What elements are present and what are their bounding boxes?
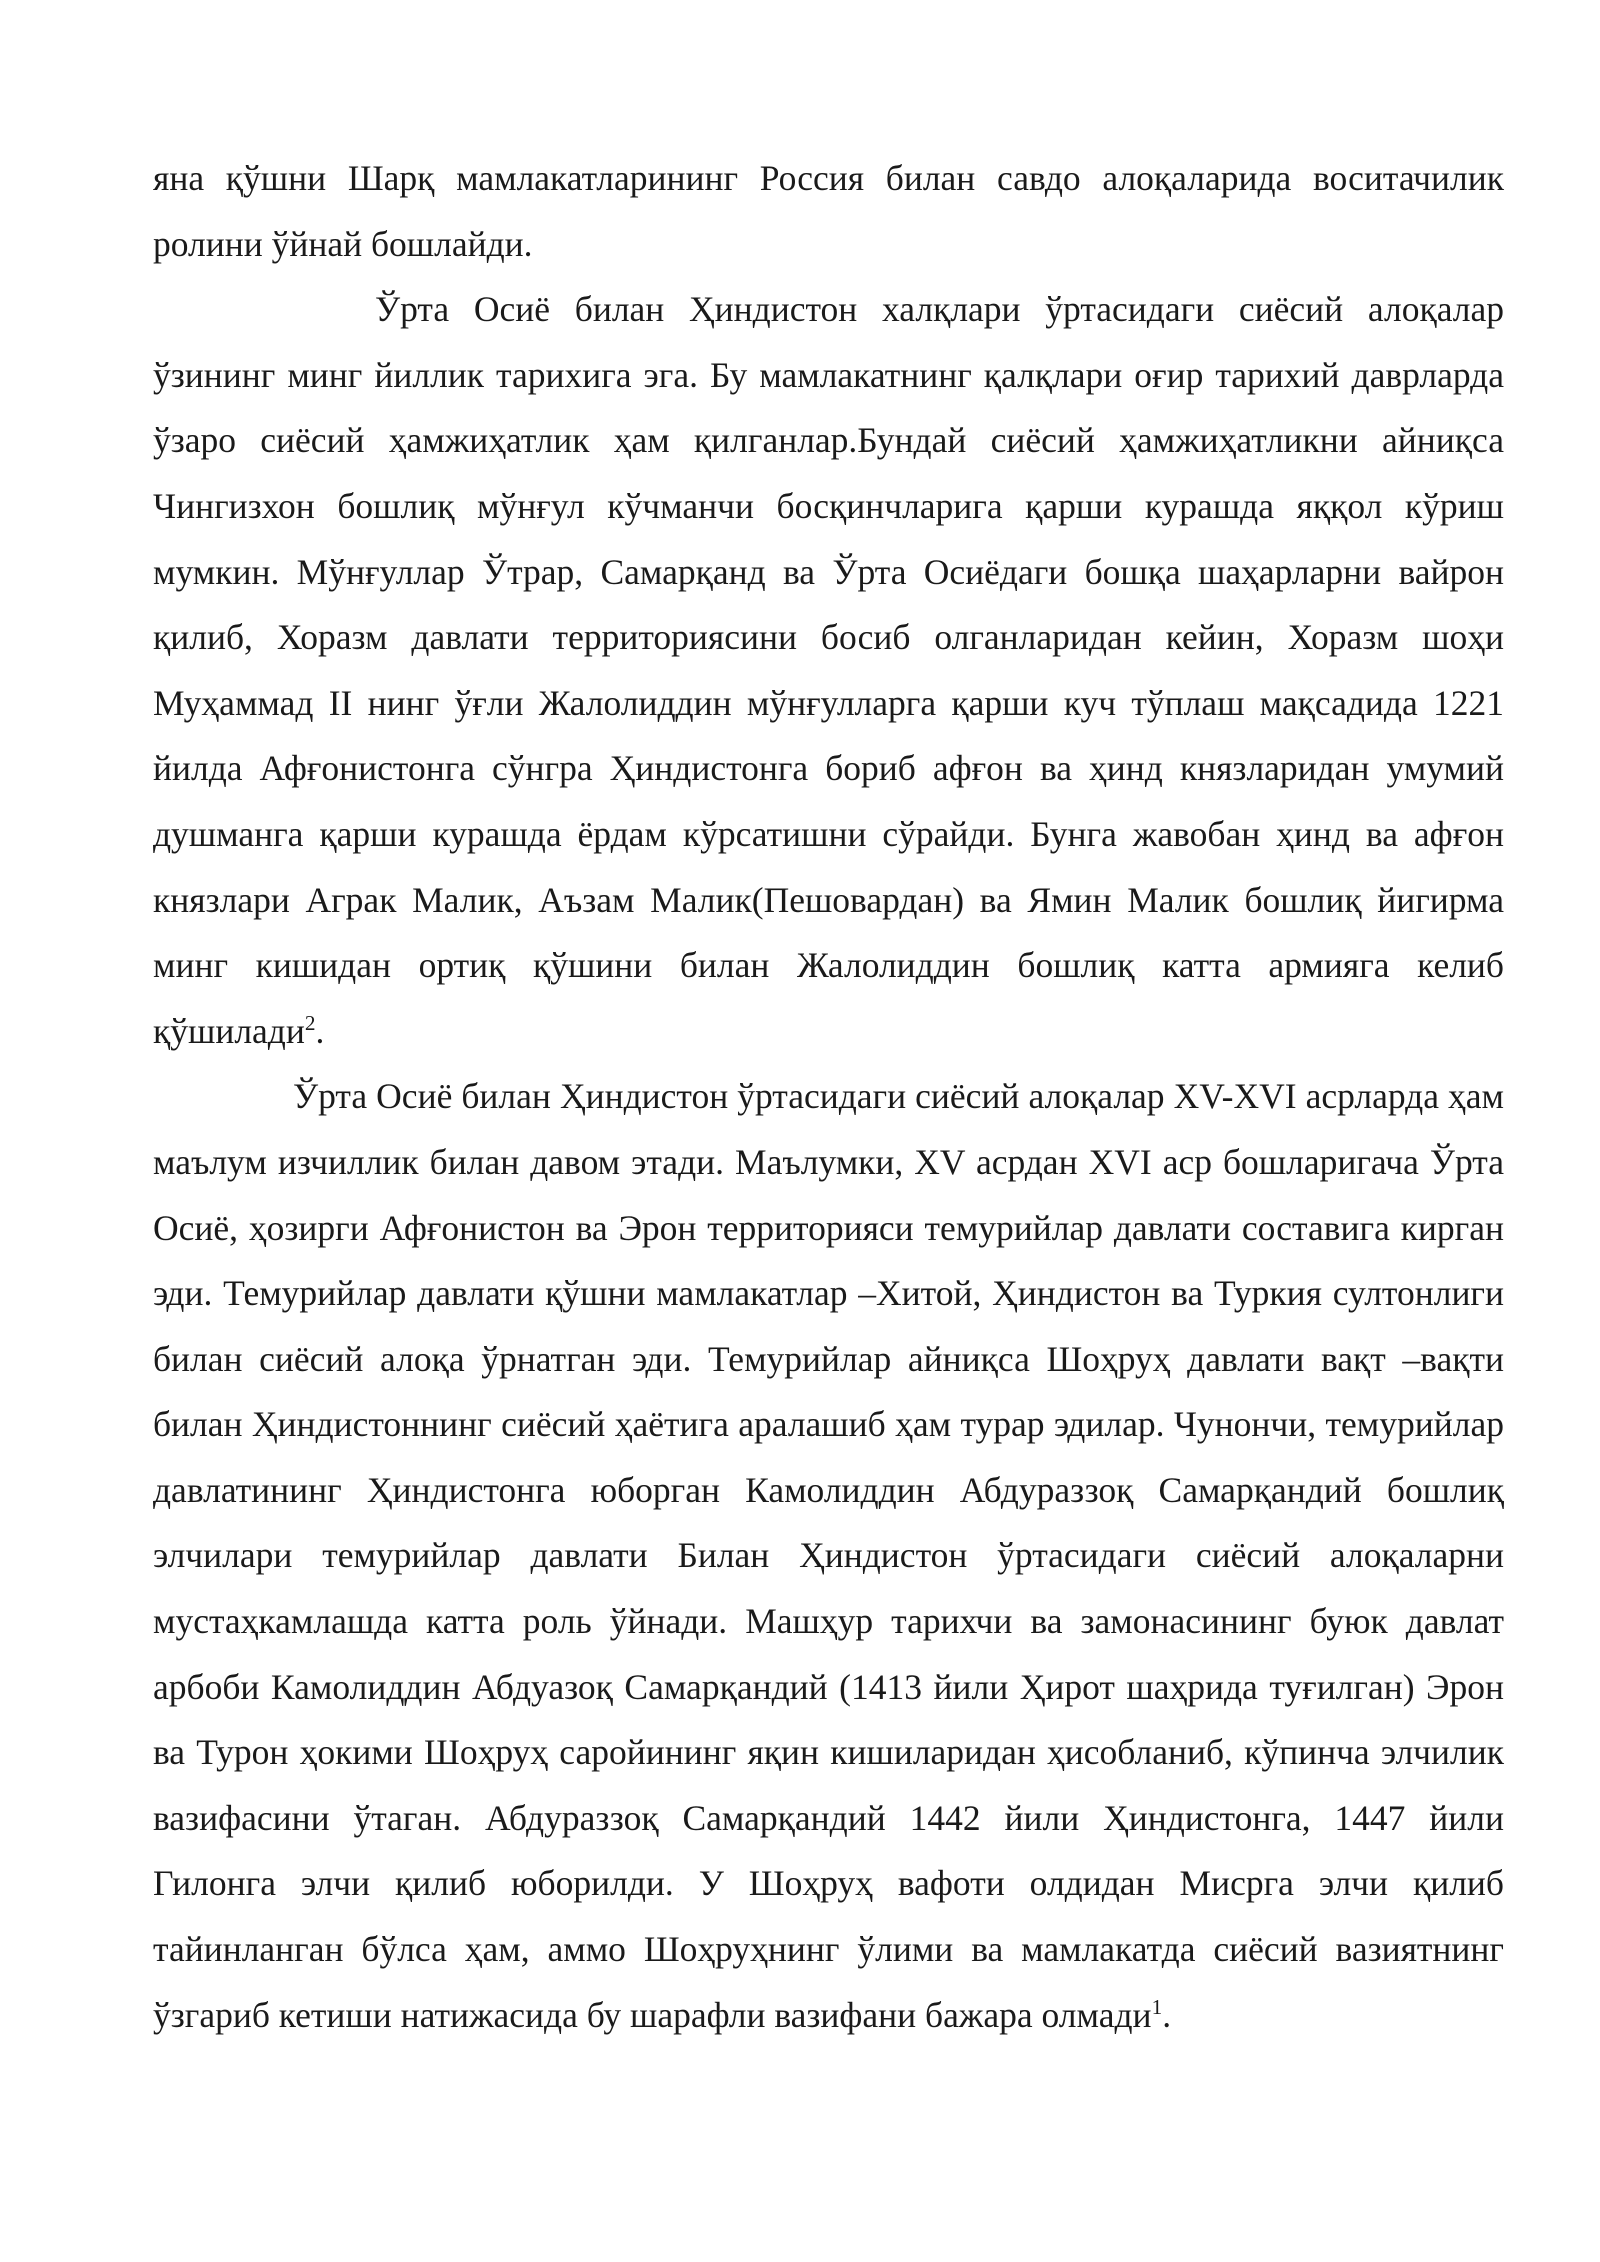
- footnote-marker: 1: [1151, 1994, 1163, 2019]
- paragraph-2-text: Ўрта Осиё билан Ҳиндистон халқлари ўртасидаги сиёсий алоқалар ўзининг минг йиллик тарихига эга. Бу мамлакатнинг қалқлари оғир тарихий даврларда ўзаро сиёсий ҳамжиҳатлик ҳам қилганлар.Бундай сиёсий ҳамжиҳатликни айниқса Чингизхон бошлиқ мўнғул кўчманчи босқинчларига қарши курашда яққол кўриш мумкин. Мўнғуллар Ўтрар, Самарқанд ва Ўрта Осиёдаги бошқа шаҳарларни вайрон қилиб, Хоразм давлати территориясини босиб олганларидан кейин, Хоразм шоҳи Муҳаммад II нинг ўғли Жалолиддин мўнғулларга қарши куч тўплаш мақсадида 1221 йилда Афғонистонга сўнгра Ҳиндистонга бориб афғон ва ҳинд князларидан умумий душманга қарши курашда ёрдам кўрсатишни сўрайди. Бунга жавобан ҳинд ва афғон князлари Аграк Малик, Аъзам Малик(Пешовардан) ва Ямин Малик бошлиқ йигирма минг кишидан ортиқ қўшини билан Жалолиддин бошлиқ катта армияга келиб қўшилади: [153, 289, 1504, 1051]
- paragraph-3-tail: .: [1162, 1994, 1172, 2035]
- body-text: [153, 146, 1504, 2048]
- paragraph-1-text: яна қўшни Шарқ мамлакатларининг Россия билан савдо алоқаларида воситачилик ролини ўйнай бошлайди.: [153, 158, 1504, 264]
- paragraph-2: [153, 277, 1504, 1064]
- paragraph-3-text: Ўрта Осиё билан Ҳиндистон ўртасидаги сиёсий алоқалар XV-XVI асрларда ҳам маълум изчиллик билан давом этади. Маълумки, XV асрдан XVI аср бошларигача Ўрта Осиё, ҳозирги Афғонистон ва Эрон территорияси темурийлар давлати составига кирган эди. Темурийлар давлати қўшни мамлакатлар –Хитой, Ҳиндистон ва Туркия султонлиги билан сиёсий алоқа ўрнатган эди. Темурийлар айниқса Шоҳруҳ давлати вақт –вақти билан Ҳиндистоннинг сиёсий ҳаётига аралашиб ҳам турар эдилар. Чунончи, темурийлар давлатининг Ҳиндистонга юборган Камолиддин Абдураззоқ Самарқандий бошлиқ элчилари темурийлар давлати Билан Ҳиндистон ўртасидаги сиёсий алоқаларни мустаҳкамлашда катта роль ўйнади. Машҳур тарихчи ва замонасининг буюк давлат арбоби Камолиддин Абдуазоқ Самарқандий (1413 йили Ҳирот шаҳрида туғилган) Эрон ва Турон ҳокими Шоҳруҳ саройининг яқин кишиларидан ҳисобланиб, кўпинча элчилик вазифасини ўтаган. Абдураззоқ Самарқандий 1442 йили Ҳиндистонга, 1447 йили Гилонга элчи қилиб юборилди. У Шоҳруҳ вафоти олдидан Мисрга элчи қилиб тайинланган бўлса ҳам, аммо Шоҳруҳнинг ўлими ва мамлакатда сиёсий вазиятнинг ўзгариб кетиши натижасида бу шарафли вазифани бажара олмади: [153, 1076, 1504, 2035]
- paragraph-2-tail: .: [315, 1010, 325, 1051]
- footnote-marker: 2: [304, 1010, 316, 1035]
- paragraph-3: [153, 1064, 1504, 2048]
- paragraph-1: [153, 146, 1504, 277]
